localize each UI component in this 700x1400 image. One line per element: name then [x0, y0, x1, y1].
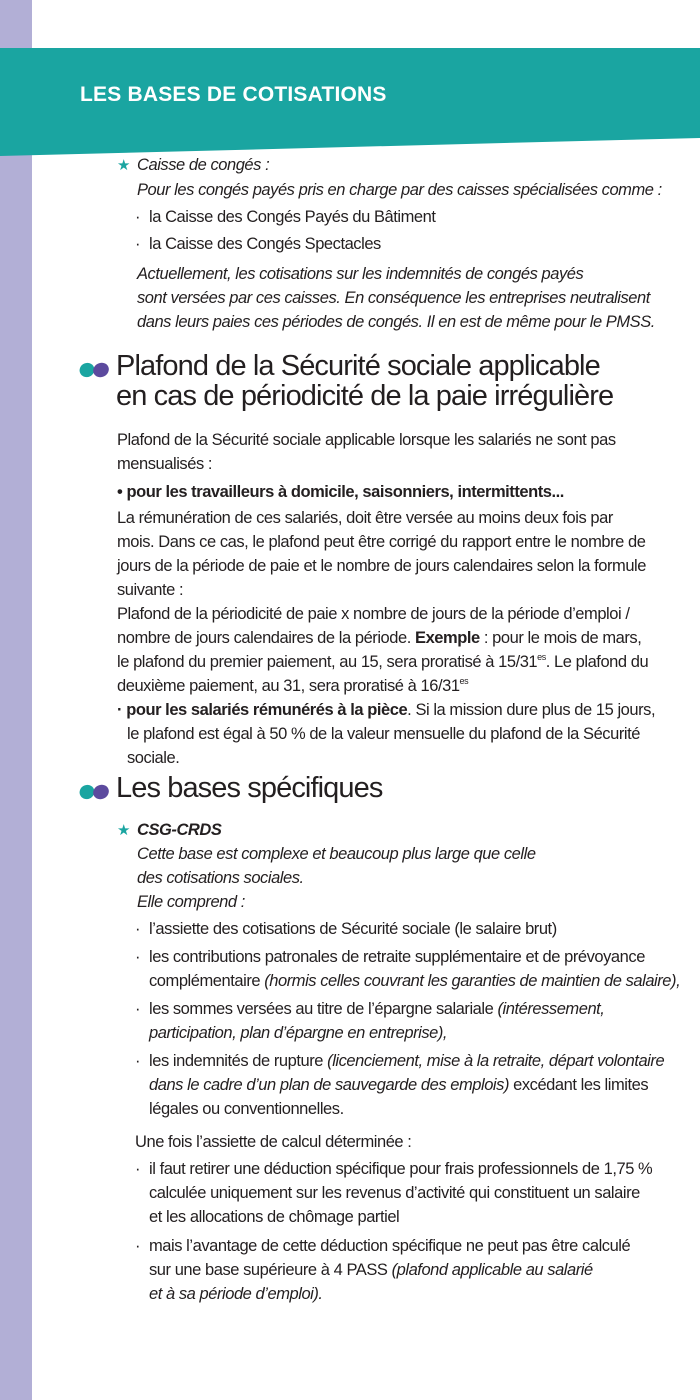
plafond-body-line: suivante :: [117, 581, 184, 599]
text-run: dans le cadre d’un plan de sauvegarde des emplois): [149, 1076, 509, 1094]
text-run: (intéressement,: [497, 1000, 605, 1018]
star-bullet-icon: ★: [117, 822, 130, 839]
list-item-continuation: calculée uniquement sur les revenus d’activité qui constituent un salaire: [149, 1184, 640, 1202]
plafond-intro-line: mensualisés :: [117, 455, 213, 473]
last-line: [117, 674, 468, 698]
plafond-body-line: jours de la période de paie et le nombre de jours calendaires selon la formule: [117, 557, 646, 575]
list-item: · la Caisse des Congés Spectacles: [135, 235, 381, 253]
list-item-continuation: participation, plan d’épargne en entreprise),: [149, 1024, 448, 1042]
plafond-body-line: La rémunération de ces salariés, doit être versée au moins deux fois par: [117, 509, 613, 527]
conges-note-line: sont versées par ces caisses. En conséquence les entreprises neutralisent: [137, 289, 650, 307]
list-item: · les contributions patronales de retraite supplémentaire et de prévoyance: [135, 948, 645, 966]
march-line: [117, 650, 648, 674]
list-item-text: la Caisse des Congés Payés du Bâtiment: [149, 208, 436, 226]
une-fois-line: Une fois l’assiette de calcul déterminée :: [135, 1133, 412, 1151]
csg-intro-line: des cotisations sociales.: [137, 869, 304, 887]
list-item: · il faut retirer une déduction spécifique pour frais professionnels de 1,75 %: [135, 1160, 653, 1178]
text-run: . Le plafond du: [545, 653, 649, 671]
list-item-continuation: [149, 969, 680, 993]
text-run: complémentaire: [149, 972, 265, 990]
csg-intro-line: Cette base est complexe et beaucoup plus large que celle: [137, 845, 536, 863]
travailleurs-label: • pour les travailleurs à domicile, saisonniers, intermittents...: [117, 483, 564, 501]
list-item-text: les contributions patronales de retraite supplémentaire et de prévoyance: [149, 948, 645, 966]
exemple-line: [117, 626, 641, 650]
list-item: · les indemnités de rupture (licenciement, mise à la retraite, départ volontaire: [135, 1052, 665, 1070]
list-item: · l’assiette des cotisations de Sécurité sociale (le salaire brut): [135, 920, 557, 938]
text-run: (licenciement, mise à la retraite, départ volontaire: [327, 1052, 665, 1070]
section-leaf-icon: [78, 783, 112, 801]
list-item: · mais l’avantage de cette déduction spécifique ne peut pas être calculé: [135, 1237, 631, 1255]
csg-comprend: Elle comprend :: [137, 893, 245, 911]
text-run: excédant les limites: [509, 1076, 649, 1094]
csg-title: CSG-CRDS: [137, 821, 222, 839]
piece-body-line: sociale.: [127, 749, 180, 767]
list-item-continuation: [149, 1258, 593, 1282]
section-leaf-icon: [78, 361, 112, 379]
plafond-body-line: Plafond de la périodicité de paie x nombre de jours de la période d’emploi /: [117, 605, 630, 623]
text-run: nombre de jours calendaires de la période.: [117, 629, 416, 647]
list-item-text: l’assiette des cotisations de Sécurité sociale (le salaire brut): [149, 920, 557, 938]
piece-line: · pour les salariés rémunérés à la pièce. Si la mission dure plus de 15 jours,: [117, 701, 656, 719]
exemple-label: Exemple: [415, 629, 480, 647]
piece-label: pour les salariés rémunérés à la pièce: [126, 701, 408, 719]
list-item-text: il faut retirer une déduction spécifique pour frais professionnels de 1,75 %: [149, 1160, 653, 1178]
list-item-continuation: et à sa période d’emploi).: [149, 1285, 323, 1303]
section-heading-plafond: Plafond de la Sécurité sociale applicable: [116, 350, 600, 382]
list-item-continuation: [149, 1073, 648, 1097]
text-run: (hormis celles couvrant les garanties de maintien de salaire),: [264, 972, 681, 990]
superscript: es: [537, 652, 546, 662]
text-run: sur une base supérieure à 4 PASS: [149, 1261, 392, 1279]
conges-intro: Pour les congés payés pris en charge par des caisses spécialisées comme :: [137, 181, 662, 199]
superscript: es: [459, 676, 469, 686]
text-run: : pour le mois de mars,: [479, 629, 642, 647]
section-heading-plafond-line2: en cas de périodicité de la paie irrégulière: [116, 380, 614, 412]
plafond-body-line: mois. Dans ce cas, le plafond peut être corrigé du rapport entre le nombre de: [117, 533, 646, 551]
text-run: . Si la mission dure plus de 15 jours,: [407, 701, 656, 719]
conges-note-line: dans leurs paies ces périodes de congés. Il en est de même pour le PMSS.: [137, 313, 655, 331]
list-item-continuation: et les allocations de chômage partiel: [149, 1208, 400, 1226]
list-item: · la Caisse des Congés Payés du Bâtiment: [135, 208, 436, 226]
text-run: le plafond du premier paiement, au 15, sera proratisé à 15/31: [117, 653, 538, 671]
piece-body-line: le plafond est égal à 50 % de la valeur mensuelle du plafond de la Sécurité: [127, 725, 640, 743]
plafond-intro-line: Plafond de la Sécurité sociale applicable lorsque les salariés ne sont pas: [117, 431, 616, 449]
header-title: LES BASES DE COTISATIONS: [80, 83, 387, 106]
list-item-text: mais l’avantage de cette déduction spécifique ne peut pas être calculé: [149, 1237, 631, 1255]
list-item-continuation: légales ou conventionnelles.: [149, 1100, 344, 1118]
section-heading-specifiques: Les bases spécifiques: [116, 772, 383, 804]
text-run: les sommes versées au titre de l’épargne salariale: [149, 1000, 498, 1018]
list-item: · les sommes versées au titre de l’épargne salariale (intéressement,: [135, 1000, 605, 1018]
conges-note-line: Actuellement, les cotisations sur les indemnités de congés payés: [137, 265, 584, 283]
text-run: deuxième paiement, au 31, sera proratisé à 16/31: [117, 677, 460, 695]
text-run: (plafond applicable au salarié: [391, 1261, 593, 1279]
text-run: les indemnités de rupture: [149, 1052, 328, 1070]
list-item-text: la Caisse des Congés Spectacles: [149, 235, 381, 253]
star-bullet-icon: ★: [117, 157, 130, 174]
conges-title: Caisse de congés :: [137, 156, 270, 174]
